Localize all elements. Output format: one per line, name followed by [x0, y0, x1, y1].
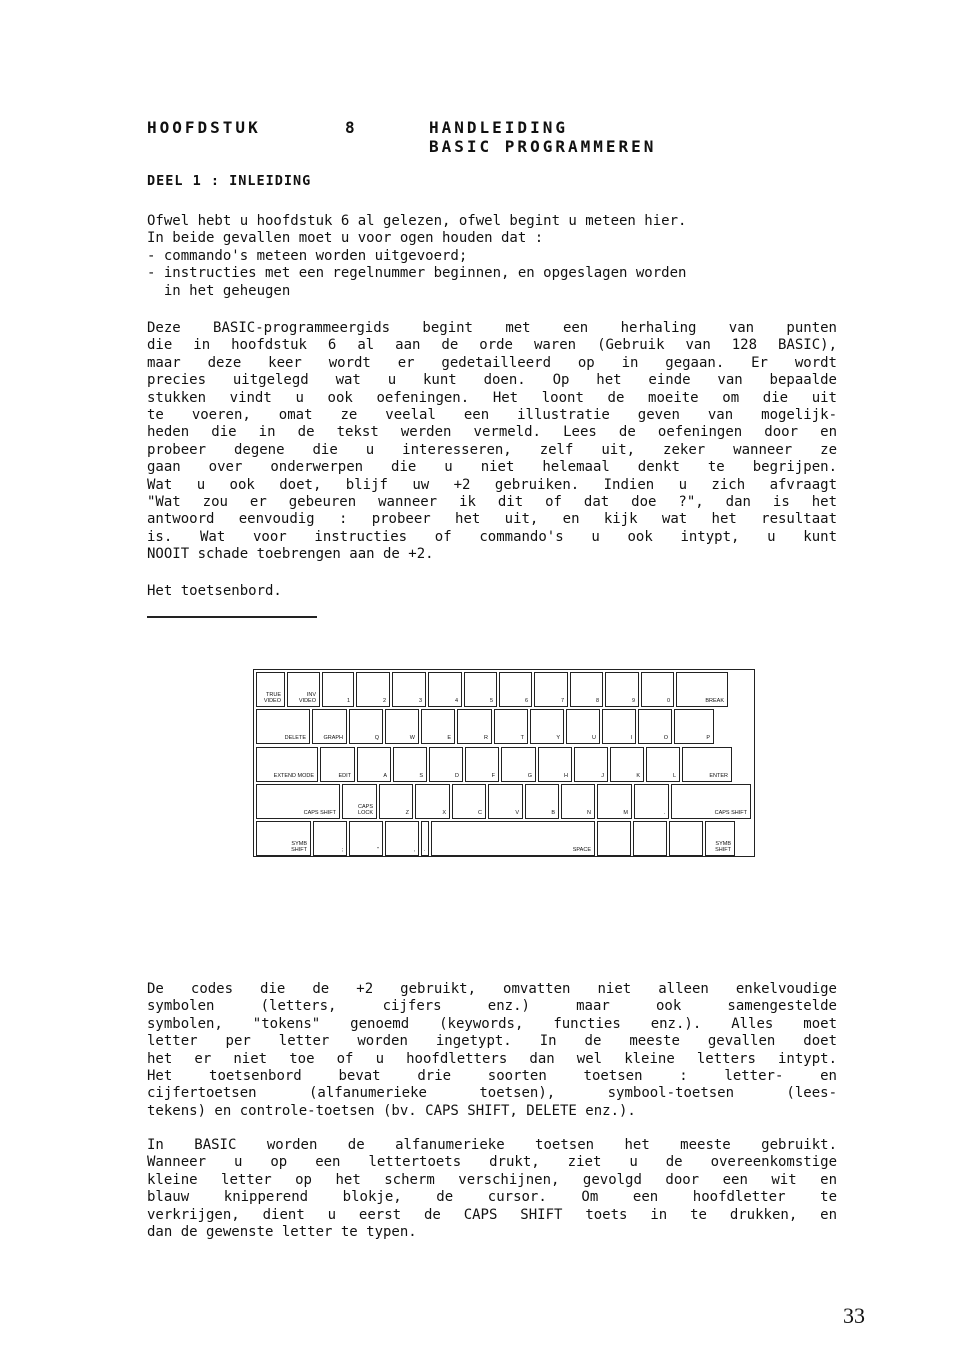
key-label: SYMB SHIFT [291, 841, 307, 853]
keyboard-key [393, 747, 427, 782]
key-label: TRUE VIDEO [263, 692, 281, 704]
text-line: Ofwel hebt u hoofdstuk 6 al gelezen, ofwel begint u meteen hier. [147, 213, 687, 229]
keyboard-key [465, 747, 499, 782]
key-label: 9 [631, 698, 635, 704]
key-label: I [630, 735, 632, 741]
keyboard-key [705, 821, 735, 856]
text-line: antwoord eenvoudig : probeer het uit, en kijk wat het resultaat [147, 511, 837, 528]
key-label: . [663, 810, 665, 816]
text-line: precies uitgelegd wat u kunt doen. Op het einde van bepaalde [147, 372, 837, 389]
key-label: T [520, 735, 524, 741]
chapter-number: 8 [345, 118, 358, 137]
text-line: probeer degene die u interesseren, zelf uit, zeker wanneer ze [147, 441, 837, 458]
key-label: U [592, 735, 596, 741]
text-line: De codes die de +2 gebruikt, omvatten niet alleen enkelvoudige [147, 981, 837, 997]
key-label: Z [405, 810, 409, 816]
text-line: In beide gevallen moet u voor ogen houden dat : [147, 230, 544, 247]
keyboard-key [452, 784, 486, 819]
key-label: . [423, 847, 425, 853]
text-line: Wanneer u op een lettertoets drukt, ziet u de overeenkomstige [147, 1154, 837, 1171]
key-label: SPACE [572, 847, 591, 853]
key-label: GRAPH [323, 735, 343, 741]
key-label: L [672, 773, 676, 779]
keyboard-key [256, 784, 340, 819]
text-line: tekens) en controle-toetsen (bv. CAPS SHIFT, DELETE enz.). [147, 1102, 636, 1119]
keyboard-key [349, 709, 383, 744]
text-line: blauw knipperend blokje, de cursor. Om een hoofdletter te [147, 1189, 837, 1206]
key-label: A [383, 773, 387, 779]
keyboard-key [525, 784, 559, 819]
keyboard-key [674, 709, 714, 744]
keyboard-key [671, 784, 751, 819]
key-label: 1 [346, 698, 350, 704]
keyboard-key [646, 747, 680, 782]
keyboard-key [638, 709, 672, 744]
text-line: "Wat zou er gebeuren wanneer ik dit of dat doe ?", dan is het [147, 494, 837, 511]
key-label: N [587, 810, 591, 816]
key-label: P [706, 735, 710, 741]
body-paragraph-2 [147, 981, 837, 1120]
text-line: Wat u ook doet, blijf uw +2 gebruiken. Indien u zich afvraagt [147, 476, 837, 493]
text-line: symbolen (letters, cijfers enz.) maar ook samengestelde [147, 998, 837, 1015]
key-label: EDIT [338, 773, 351, 779]
key-label: S [419, 773, 423, 779]
text-line: cijfertoetsen (alfanumerieke toetsen), symbool-toetsen (lees- [147, 1085, 837, 1102]
keyboard-key [457, 709, 492, 744]
key-label: 3 [418, 698, 422, 704]
keyboard-key [415, 784, 450, 819]
key-label: INV VIDEO [298, 692, 316, 704]
key-label: 7 [560, 698, 564, 704]
keyboard-key [501, 747, 536, 782]
keyboard-key [342, 784, 377, 819]
keyboard-key [561, 784, 595, 819]
heading-underline [147, 616, 317, 618]
text-line: stukken vindt u ook oefeningen. Het loont de moeite om die uit [147, 389, 837, 406]
text-line: te voeren, omat ze veelal een illustratie geven van mogelijk- [147, 407, 837, 424]
keyboard-key [379, 784, 413, 819]
key-label: EXTEND MODE [273, 773, 314, 779]
key-label: O [663, 735, 668, 741]
keyboard-key [605, 672, 639, 707]
keyboard-key [682, 747, 732, 782]
key-label: DELETE [284, 735, 306, 741]
keyboard-heading: Het toetsenbord. [147, 583, 282, 599]
keyboard-key [566, 709, 600, 744]
key-label: D [455, 773, 459, 779]
keyboard-key [287, 672, 320, 707]
keyboard-key [597, 784, 632, 819]
text-line: - instructies met een regelnummer beginnen, en opgeslagen worden [147, 265, 687, 282]
keyboard-key [431, 821, 595, 856]
text-line: Deze BASIC-programmeergids begint met een herhaling van punten [147, 320, 837, 336]
keyboard-key [676, 672, 728, 707]
keyboard-key [256, 709, 310, 744]
text-line: - commando's meteen worden uitgevoerd; [147, 247, 468, 264]
keyboard-key [570, 672, 603, 707]
key-label: K [636, 773, 640, 779]
key-label: Q [374, 735, 379, 741]
keyboard-key [538, 747, 572, 782]
keyboard-key [428, 672, 462, 707]
key-label: F [491, 773, 495, 779]
key-label: CAPS LOCK [358, 804, 373, 816]
keyboard-key [313, 821, 347, 856]
key-label: ENTER [709, 773, 728, 779]
keyboard-key [349, 821, 383, 856]
text-line: heden die in de tekst werden vermeld. Lees de oefeningen door en [147, 424, 837, 441]
text-line: NOOIT schade toebrengen aan de +2. [147, 546, 434, 563]
key-label: 2 [382, 698, 386, 704]
keyboard-key [312, 709, 347, 744]
key-label: H [564, 773, 568, 779]
key-label: Y [556, 735, 560, 741]
keyboard-key [597, 821, 631, 856]
keyboard-key [356, 672, 390, 707]
key-label: 4 [454, 698, 458, 704]
keyboard-key [256, 821, 311, 856]
key-label: W [409, 735, 415, 741]
text-line: letter per letter worden ingetypt. In de meeste gevallen doet [147, 1033, 837, 1050]
key-label: 5 [489, 698, 493, 704]
chapter-title-line1: HANDLEIDING [429, 118, 568, 137]
key-label: B [551, 810, 555, 816]
keyboard-key [421, 709, 455, 744]
text-line: verkrijgen, dient u eerst de CAPS SHIFT toets in te drukken, en [147, 1206, 837, 1223]
keyboard-key [494, 709, 528, 744]
key-label: G [527, 773, 532, 779]
text-line: die in hoofdstuk 6 al aan de orde waren (Gebruik van 128 BASIC), [147, 337, 837, 354]
key-label: X [442, 810, 446, 816]
keyboard-key [320, 747, 355, 782]
keyboard-diagram [253, 669, 755, 857]
key-label: " [377, 847, 379, 853]
key-label: E [447, 735, 451, 741]
key-label: J [601, 773, 604, 779]
keyboard-key [385, 821, 419, 856]
chapter-title-line2: BASIC PROGRAMMEREN [429, 137, 657, 156]
keyboard-key [574, 747, 608, 782]
keyboard-key [385, 709, 419, 744]
page-number: 33 [843, 1303, 865, 1328]
body-paragraph-1 [147, 320, 837, 564]
keyboard-key [669, 821, 703, 856]
text-line: symbolen, "tokens" genoemd (keywords, functies enz.). Alles moet [147, 1015, 837, 1032]
keyboard-key [464, 672, 497, 707]
keyboard-key [634, 784, 669, 819]
text-line: Het toetsenbord bevat drie soorten toetsen : letter- en [147, 1068, 837, 1085]
text-line: is. Wat voor instructies of commando's u ook intypt, u kunt [147, 528, 837, 545]
keyboard-key [530, 709, 564, 744]
text-line: gaan over onderwerpen die u niet helemaal denkt te begrijpen. [147, 459, 837, 476]
keyboard-key [357, 747, 391, 782]
text-line: het er niet toe of u hoofdletters dan wel kleine letters intypt. [147, 1050, 837, 1067]
key-label: V [515, 810, 519, 816]
key-label: BREAK [705, 698, 724, 704]
intro-paragraph [147, 213, 837, 300]
key-label: CAPS SHIFT [714, 810, 747, 816]
keyboard-key [602, 709, 636, 744]
section-title: DEEL 1 : INLEIDING [147, 173, 312, 189]
keyboard-key [641, 672, 674, 707]
keyboard-key [633, 821, 667, 856]
text-line: kleine letter op het scherm verschijnen, gevolgd door een wit en [147, 1171, 837, 1188]
key-label: , [413, 847, 415, 853]
keyboard-key [499, 672, 532, 707]
keyboard-key [256, 672, 285, 707]
keyboard-key [488, 784, 523, 819]
keyboard-key [429, 747, 463, 782]
text-line: maar deze keer wordt er gedetailleerd op in gegaan. Er wordt [147, 354, 837, 371]
keyboard-key [256, 747, 318, 782]
keyboard-key [610, 747, 644, 782]
body-paragraph-3 [147, 1137, 837, 1241]
key-label: 0 [666, 698, 670, 704]
keyboard-key [421, 821, 429, 856]
key-label: ; [341, 847, 343, 853]
key-label: SYMB SHIFT [715, 841, 731, 853]
chapter-label: HOOFDSTUK [147, 118, 261, 137]
text-line: in het geheugen [147, 282, 291, 299]
text-line: In BASIC worden de alfanumerieke toetsen het meeste gebruikt. [147, 1137, 837, 1153]
keyboard-key [322, 672, 354, 707]
key-label: 6 [524, 698, 528, 704]
key-label: CAPS SHIFT [303, 810, 336, 816]
keyboard-key [392, 672, 426, 707]
text-line: dan de gewenste letter te typen. [147, 1224, 417, 1241]
key-label: 8 [595, 698, 599, 704]
key-label: C [478, 810, 482, 816]
keyboard-key [534, 672, 568, 707]
key-label: R [484, 735, 488, 741]
key-label: M [623, 810, 628, 816]
